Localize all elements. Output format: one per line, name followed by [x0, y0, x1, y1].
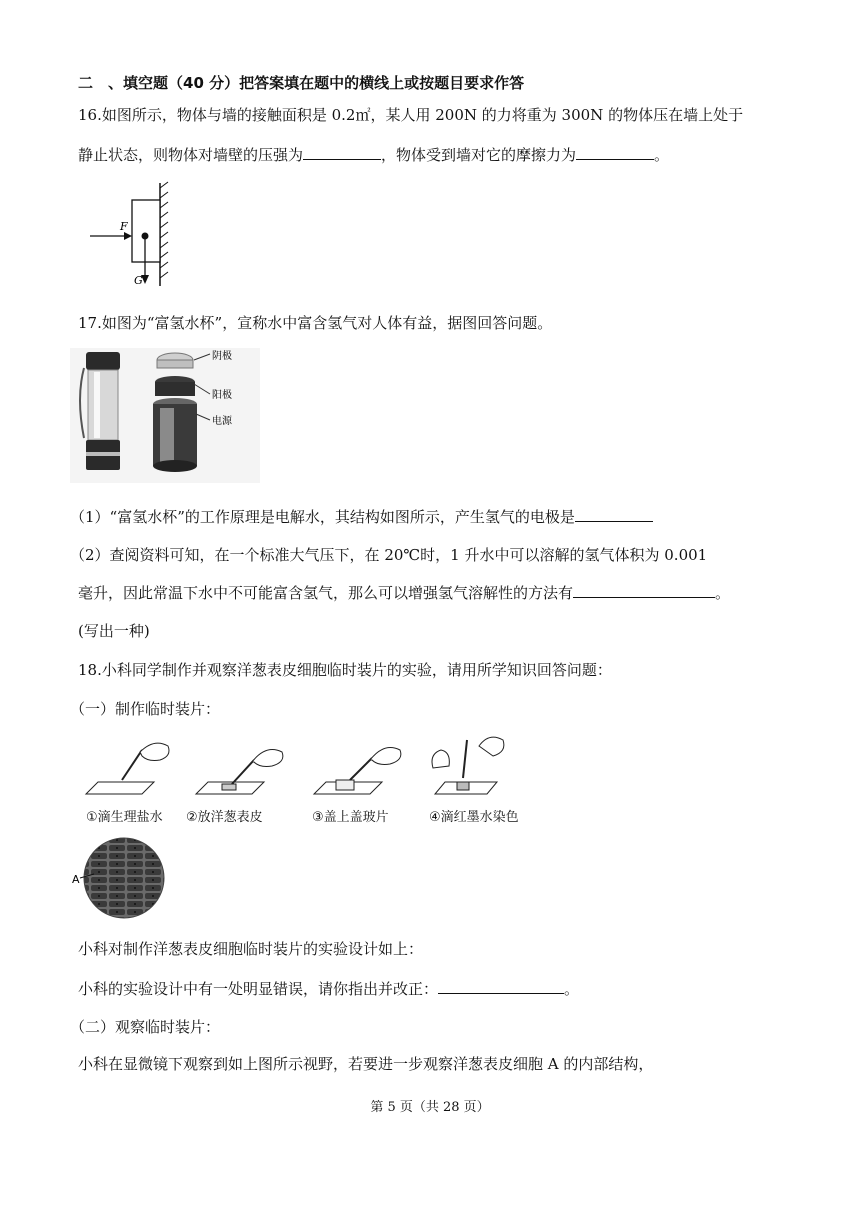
label-power: 电源 — [212, 416, 232, 427]
q18-blank-error[interactable] — [438, 977, 564, 994]
q17-blank-electrode[interactable] — [575, 505, 653, 522]
step3-illustration — [314, 748, 401, 794]
q16-force-diagram — [88, 178, 218, 293]
step2-illustration — [196, 750, 283, 794]
hydrogen-cup-figure — [70, 348, 260, 483]
q17-intro: 17.如图为“富氢水杯”，宣称水中富含氢气对人体有益，据图回答问题。 — [78, 314, 553, 332]
label-f: F — [120, 220, 128, 233]
q18-design: 小科对制作洋葱表皮细胞临时装片的实验设计如上： — [78, 940, 424, 958]
q17-p2-line1: （2）查阅资料可知，在一个标准大气压下，在 20℃时，1 升水中可以溶解的氢气体积为 0.001 — [70, 546, 708, 564]
q17-p2-text: 毫升，因此常温下水中不可能富含氢气，那么可以增强氢气溶解性的方法有 — [78, 584, 574, 602]
step2-caption: ②放洋葱表皮 — [186, 810, 263, 825]
q17-p1 — [70, 505, 653, 528]
q17-blank-method[interactable] — [573, 581, 715, 598]
q16-blank-friction[interactable] — [576, 143, 654, 160]
steps-illustrations — [82, 732, 542, 804]
q16-text-c: 。 — [654, 146, 670, 164]
step3-caption: ③盖上盖玻片 — [312, 810, 389, 825]
step1-caption: ①滴生理盐水 — [86, 810, 163, 825]
q17-p2-line2 — [78, 581, 730, 604]
q17-p2-end: 。 — [715, 584, 731, 602]
cell-label-a: A — [72, 873, 80, 886]
q16-blank-pressure[interactable] — [303, 143, 381, 160]
q18-part2: （二）观察临时装片： — [70, 1018, 221, 1036]
onion-cell-micrograph — [72, 836, 168, 920]
label-cathode: 阴极 — [212, 351, 232, 362]
q16-text-b: ，物体受到墙对它的摩擦力为 — [381, 146, 577, 164]
q18-error-text: 小科的实验设计中有一处明显错误，请你指出并改正： — [78, 980, 439, 998]
q17-p1-text: （1）“富氢水杯”的工作原理是电解水，其结构如图所示，产生氢气的电极是 — [70, 508, 575, 526]
q18-part1: （一）制作临时装片： — [70, 700, 221, 718]
page-footer: 第 5 页（共 28 页） — [370, 1100, 490, 1115]
step4-caption: ④滴红墨水染色 — [429, 810, 519, 825]
q16-text-a: 静止状态，则物体对墙壁的压强为 — [78, 146, 304, 164]
q18-observe: 小科在显微镜下观察到如上图所示视野，若要进一步观察洋葱表皮细胞 A 的内部结构， — [78, 1055, 654, 1073]
q18-error-end: 。 — [564, 980, 580, 998]
q18-error — [78, 977, 579, 1000]
q16-line1: 16.如图所示，物体与墙的接触面积是 0.2㎡，某人用 200N 的力将重为 300N 的物体压在墙上处于 — [78, 106, 744, 124]
q17-p2-line3: (写出一种) — [78, 622, 150, 640]
section-heading: 二 、填空题（40 分）把答案填在题中的横线上或按题目要求作答 — [78, 74, 525, 92]
q16-line2 — [78, 143, 669, 166]
step4-illustration — [432, 737, 504, 794]
step1-illustration — [86, 743, 169, 794]
q18-intro: 18.小科同学制作并观察洋葱表皮细胞临时装片的实验，请用所学知识回答问题： — [78, 661, 612, 679]
label-g: G — [134, 274, 143, 287]
label-anode: 阳极 — [212, 390, 232, 401]
